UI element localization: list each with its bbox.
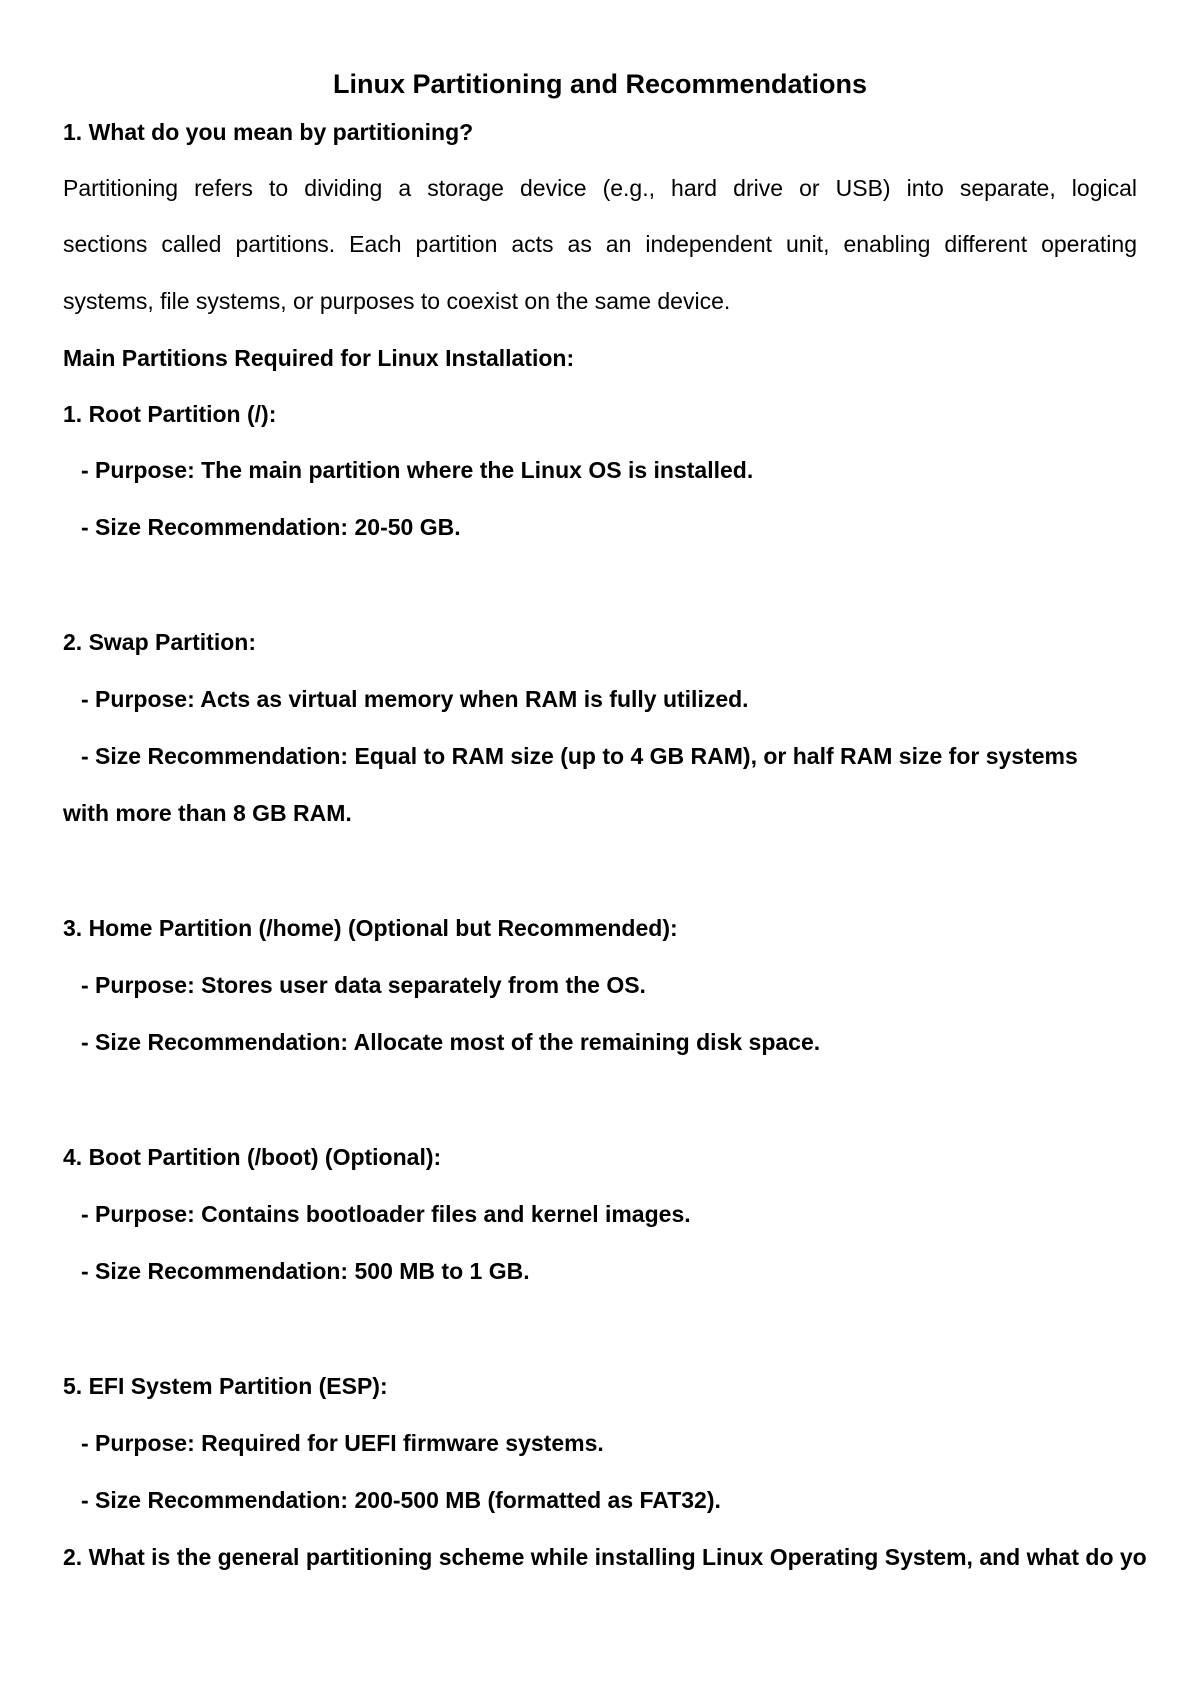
efi-partition-purpose: - Purpose: Required for UEFI firmware systems. [81, 1430, 604, 1456]
efi-partition-heading: 5. EFI System Partition (ESP): [63, 1373, 388, 1399]
swap-partition-size: - Size Recommendation: Equal to RAM size (up to 4 GB RAM), or half RAM size for systems [81, 743, 1078, 769]
efi-partition-size: - Size Recommendation: 200-500 MB (formatted as FAT32). [81, 1487, 721, 1513]
paragraph-line-3: systems, file systems, or purposes to coexist on the same device. [63, 288, 731, 314]
root-partition-purpose: - Purpose: The main partition where the Linux OS is installed. [81, 457, 754, 483]
home-partition-size: - Size Recommendation: Allocate most of the remaining disk space. [81, 1029, 821, 1055]
home-partition-purpose: - Purpose: Stores user data separately from the OS. [81, 972, 646, 998]
home-partition-heading: 3. Home Partition (/home) (Optional but Recommended): [63, 915, 678, 941]
swap-partition-heading: 2. Swap Partition: [63, 629, 256, 655]
root-partition-heading: 1. Root Partition (/): [63, 401, 277, 427]
paragraph-line-2: sections called partitions. Each partition acts as an independent unit, enabling different operating [63, 231, 1137, 257]
boot-partition-heading: 4. Boot Partition (/boot) (Optional): [63, 1144, 442, 1170]
swap-partition-size-continued: with more than 8 GB RAM. [63, 800, 352, 826]
root-partition-size: - Size Recommendation: 20-50 GB. [81, 514, 461, 540]
paragraph-line-1: Partitioning refers to dividing a storage device (e.g., hard drive or USB) into separate, logical [63, 175, 1137, 201]
question-1-heading: 1. What do you mean by partitioning? [63, 119, 474, 145]
question-2-heading: 2. What is the general partitioning scheme while installing Linux Operating System, and what do yo [63, 1544, 1147, 1570]
document-title: Linux Partitioning and Recommendations [332, 69, 868, 99]
swap-partition-purpose: - Purpose: Acts as virtual memory when RAM is fully utilized. [81, 686, 749, 712]
boot-partition-purpose: - Purpose: Contains bootloader files and kernel images. [81, 1201, 691, 1227]
boot-partition-size: - Size Recommendation: 500 MB to 1 GB. [81, 1258, 530, 1284]
main-partitions-heading: Main Partitions Required for Linux Installation: [63, 345, 575, 371]
